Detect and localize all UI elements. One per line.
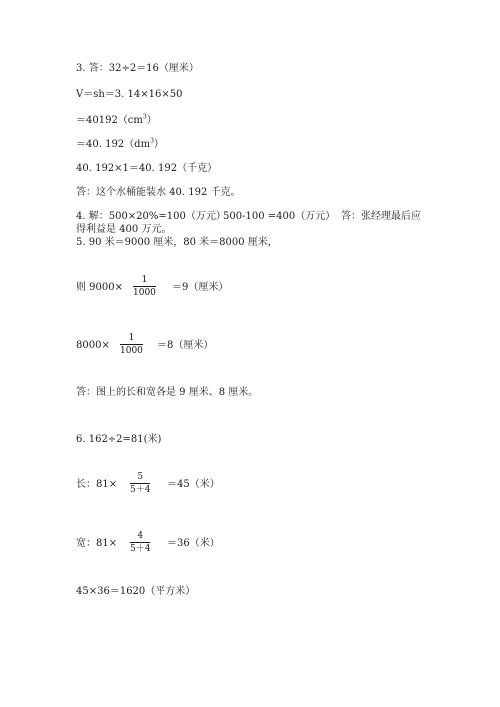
fraction-denominator: 5＋4: [130, 485, 151, 495]
answer-map-line: 答：图上的长和宽各是 9 厘米、8 厘米。: [76, 387, 259, 398]
problem-6-line: 6. 162÷2=81(米): [76, 434, 162, 445]
volume-dm3-value: ＝40. 192（d: [76, 139, 141, 150]
fraction-4-over-9: [130, 531, 150, 554]
problem-5-conversion: 5. 90 米＝9000 厘米，80 米＝8000 厘米，: [76, 237, 278, 248]
volume-cm3-line: [76, 114, 157, 127]
scale-8000-result: ＝8（厘米）: [157, 340, 214, 351]
unit-dm3-sup: 3: [150, 137, 154, 145]
scale-8000-prefix: 8000×: [76, 340, 110, 351]
fraction-numerator: 1: [128, 333, 135, 343]
fraction-numerator: 1: [141, 275, 148, 285]
unit-cm3-sup: 3: [142, 113, 147, 121]
problem-4-answer-end: 得利益是 400 万元。: [76, 224, 172, 235]
fraction-5-over-9: [130, 472, 150, 495]
fraction-numerator: 5: [137, 472, 144, 482]
fraction-1-over-1000-b: [120, 333, 143, 356]
answer-mass-line: 答：这个水桶能装水 40. 192 千克。: [76, 187, 241, 198]
fraction-denominator: 1000: [133, 288, 156, 298]
area-line: 45×36＝1620（平方米）: [76, 586, 196, 597]
problem-4-answer-start: 答：张经理最后应: [341, 211, 421, 222]
length-prefix: 长：81×: [76, 479, 118, 490]
length-result: ＝45（米）: [167, 479, 220, 490]
problem-4-solution: 4. 解：500×20%=100（万元）: [76, 211, 226, 222]
volume-dm3-line: [76, 138, 164, 151]
answer-3-line: 3. 答：32÷2＝16（厘米）: [76, 63, 199, 74]
fraction-numerator: 4: [137, 531, 144, 541]
width-result: ＝36（米）: [167, 538, 220, 549]
width-prefix: 宽：81×: [76, 538, 118, 549]
scale-9000-result: ＝9（厘米）: [172, 282, 229, 293]
volume-cm3-value: ＝40192（c: [76, 115, 134, 126]
problem-4-step: 500-100 =400（万元）: [223, 211, 336, 222]
unit-dm3-m: m: [140, 139, 151, 150]
fraction-1-over-1000: [133, 275, 156, 298]
mass-line: 40. 192×1＝40. 192（千克）: [76, 163, 218, 174]
volume-dm3-close: ）: [153, 139, 164, 150]
fraction-denominator: 5＋4: [130, 544, 151, 554]
volume-formula-line: V＝sh＝3. 14×16×50: [76, 89, 183, 100]
fraction-denominator: 1000: [120, 346, 143, 356]
scale-9000-prefix: 则 9000×: [76, 282, 124, 293]
volume-cm3-close: ）: [146, 115, 157, 126]
unit-cm3-m: m: [133, 115, 143, 126]
